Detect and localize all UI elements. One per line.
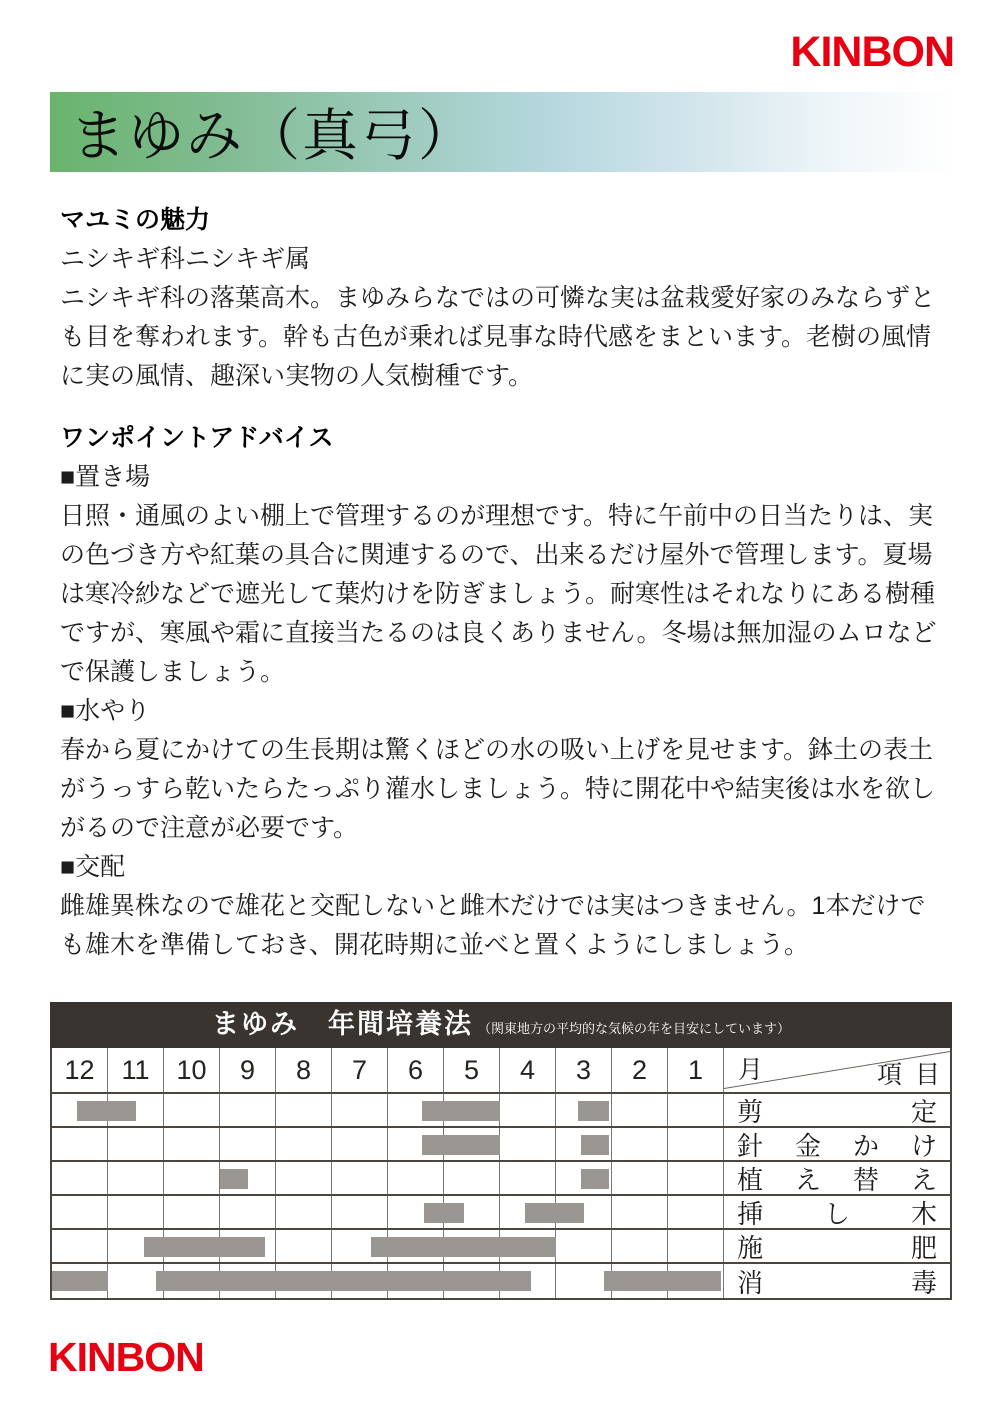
label-char: 剪 bbox=[737, 1096, 764, 1127]
activity-bar bbox=[578, 1101, 609, 1121]
taxonomy-line: ニシキギ科ニシキギ属 bbox=[60, 245, 311, 273]
corner-month-label: 月 bbox=[738, 1056, 764, 1084]
activity-bar bbox=[371, 1237, 556, 1257]
month-header-cell: 11 bbox=[108, 1048, 164, 1092]
month-header-cell: 5 bbox=[444, 1048, 500, 1092]
calendar-body bbox=[52, 1094, 950, 1298]
calendar-cell bbox=[164, 1196, 220, 1228]
label-char: け bbox=[910, 1130, 937, 1161]
label-char: 施 bbox=[737, 1232, 764, 1263]
label-char: 植 bbox=[737, 1164, 764, 1195]
activity-bar bbox=[77, 1101, 136, 1121]
article-body bbox=[60, 201, 948, 965]
activity-bar bbox=[424, 1203, 463, 1223]
label-char: 肥 bbox=[910, 1232, 937, 1263]
placement-paragraph: 日照・通風のよい棚上で管理するのが理想です。特に午前中の日当たりは、実の色づき方や紅葉の具合に関連するので、出来るだけ屋外で管理します。夏場は寒冷紗などで遮光して葉灼けを防ぎましょう。耐寒性はそれなりにある樹種ですが、寒風や霜に直接当たるのは良くありません。冬場は無加湿のムロなどで保護しましょう。 bbox=[60, 502, 937, 686]
calendar-title-note: （関東地方の平均的な気候の年を目安にしています） bbox=[477, 1021, 790, 1036]
label-char: 毒 bbox=[910, 1267, 937, 1298]
calendar-cell bbox=[668, 1162, 724, 1194]
month-header-cell: 2 bbox=[612, 1048, 668, 1092]
activity-bar bbox=[525, 1203, 584, 1223]
calendar-cell bbox=[556, 1230, 612, 1262]
watering-heading: ■水やり bbox=[60, 697, 151, 725]
activity-bar bbox=[422, 1135, 500, 1155]
activity-bar bbox=[604, 1271, 722, 1291]
month-header-cell: 3 bbox=[556, 1048, 612, 1092]
kinbon-logo-top: KINBON bbox=[790, 28, 954, 76]
calendar-cell bbox=[108, 1162, 164, 1194]
calendar-cell bbox=[612, 1094, 668, 1126]
label-char: え bbox=[910, 1164, 937, 1195]
title-banner bbox=[50, 92, 955, 172]
calendar-row-grid bbox=[52, 1128, 724, 1160]
section-gap bbox=[60, 396, 948, 419]
calendar-cell bbox=[220, 1196, 276, 1228]
calendar-row bbox=[52, 1094, 950, 1128]
placement-heading: ■置き場 bbox=[60, 463, 151, 491]
label-char: 金 bbox=[794, 1130, 821, 1161]
calendar-row-label bbox=[724, 1196, 950, 1228]
label-char: し bbox=[823, 1198, 850, 1229]
activity-bar bbox=[156, 1271, 531, 1291]
calendar-row-label bbox=[724, 1128, 950, 1160]
label-char: 針 bbox=[737, 1130, 764, 1161]
calendar-row bbox=[52, 1162, 950, 1196]
month-header-cell: 4 bbox=[500, 1048, 556, 1092]
calendar-cell bbox=[612, 1162, 668, 1194]
calendar-row bbox=[52, 1264, 950, 1298]
label-char: え bbox=[794, 1164, 821, 1195]
corner-item-label: 項目 bbox=[876, 1061, 953, 1089]
label-char: か bbox=[852, 1130, 879, 1161]
calendar-grid-frame bbox=[50, 1048, 952, 1300]
calendar-row-grid bbox=[52, 1264, 724, 1298]
kinbon-logo-bottom: KINBON bbox=[48, 1334, 204, 1380]
calendar-cell bbox=[612, 1128, 668, 1160]
label-char: 消 bbox=[737, 1267, 764, 1298]
calendar-cell bbox=[164, 1094, 220, 1126]
calendar-row-label bbox=[724, 1162, 950, 1194]
calendar-cell bbox=[332, 1162, 388, 1194]
pollination-heading: ■交配 bbox=[60, 853, 126, 881]
activity-bar bbox=[581, 1135, 609, 1155]
calendar-cell bbox=[276, 1196, 332, 1228]
calendar-cell bbox=[444, 1162, 500, 1194]
calendar-cell bbox=[276, 1094, 332, 1126]
calendar-cell bbox=[500, 1162, 556, 1194]
calendar-row bbox=[52, 1196, 950, 1230]
label-char: 定 bbox=[910, 1096, 937, 1127]
calendar-row-label bbox=[724, 1264, 950, 1298]
calendar-corner-cell bbox=[724, 1048, 953, 1092]
page-title: まゆみ（真弓） bbox=[70, 106, 476, 168]
activity-bar bbox=[581, 1169, 609, 1189]
calendar-header-row bbox=[52, 1048, 953, 1094]
calendar-cell bbox=[220, 1094, 276, 1126]
cultivation-calendar bbox=[50, 1002, 952, 1300]
calendar-cell bbox=[108, 1196, 164, 1228]
label-char: 木 bbox=[910, 1198, 937, 1229]
calendar-cell bbox=[668, 1196, 724, 1228]
calendar-cell bbox=[332, 1128, 388, 1160]
month-header-cell: 7 bbox=[332, 1048, 388, 1092]
calendar-cell bbox=[668, 1094, 724, 1126]
calendar-cell bbox=[612, 1230, 668, 1262]
calendar-cell bbox=[164, 1128, 220, 1160]
calendar-cell bbox=[388, 1162, 444, 1194]
calendar-cell bbox=[52, 1162, 108, 1194]
calendar-cell bbox=[276, 1162, 332, 1194]
calendar-cell bbox=[220, 1128, 276, 1160]
month-header-cell: 8 bbox=[276, 1048, 332, 1092]
activity-bar bbox=[422, 1101, 500, 1121]
activity-bar bbox=[144, 1237, 264, 1257]
calendar-cell bbox=[52, 1196, 108, 1228]
charm-heading: マユミの魅力 bbox=[60, 206, 211, 234]
calendar-title-bar bbox=[50, 1002, 952, 1048]
label-char: 替 bbox=[852, 1164, 879, 1195]
calendar-cell bbox=[276, 1128, 332, 1160]
calendar-row-grid bbox=[52, 1162, 724, 1194]
calendar-row bbox=[52, 1128, 950, 1162]
calendar-cell bbox=[52, 1128, 108, 1160]
month-header-cell: 6 bbox=[388, 1048, 444, 1092]
activity-bar bbox=[220, 1169, 248, 1189]
calendar-cell bbox=[500, 1128, 556, 1160]
calendar-row bbox=[52, 1230, 950, 1264]
calendar-cell bbox=[332, 1094, 388, 1126]
calendar-row-grid bbox=[52, 1196, 724, 1228]
calendar-title: まゆみ 年間培養法 bbox=[211, 1009, 473, 1039]
calendar-cell bbox=[164, 1162, 220, 1194]
month-header-cell: 1 bbox=[668, 1048, 724, 1092]
calendar-months bbox=[52, 1048, 724, 1092]
calendar-cell bbox=[52, 1230, 108, 1262]
month-header-cell: 12 bbox=[52, 1048, 108, 1092]
calendar-row-label bbox=[724, 1230, 950, 1262]
calendar-cell bbox=[668, 1230, 724, 1262]
month-header-cell: 10 bbox=[164, 1048, 220, 1092]
calendar-cell bbox=[108, 1128, 164, 1160]
calendar-cell bbox=[668, 1128, 724, 1160]
calendar-row-grid bbox=[52, 1230, 724, 1262]
calendar-cell bbox=[612, 1196, 668, 1228]
calendar-cell bbox=[332, 1196, 388, 1228]
charm-paragraph: ニシキギ科の落葉高木。まゆみらなではの可憐な実は盆栽愛好家のみならずとも目を奪われます。幹も古色が乗れば見事な時代感をまといます。老樹の風情に実の風情、趣深い実物の人気樹種です。 bbox=[60, 284, 936, 390]
label-char: 挿 bbox=[737, 1198, 764, 1229]
activity-bar bbox=[52, 1271, 108, 1291]
pollination-paragraph: 雌雄異株なので雄花と交配しないと雌木だけでは実はつきません。1本だけでも雄木を準備しておき、開花時期に並べと置くようにしましょう。 bbox=[60, 892, 926, 959]
calendar-cell bbox=[276, 1230, 332, 1262]
calendar-row-label bbox=[724, 1094, 950, 1126]
month-header-cell: 9 bbox=[220, 1048, 276, 1092]
advice-heading: ワンポイントアドバイス bbox=[60, 424, 334, 452]
calendar-cell bbox=[500, 1094, 556, 1126]
calendar-row-grid bbox=[52, 1094, 724, 1126]
watering-paragraph: 春から夏にかけての生長期は驚くほどの水の吸い上げを見せます。鉢土の表土がうっすら乾いたらたっぷり灌水しましょう。特に開花中や結実後は水を欲しがるので注意が必要です。 bbox=[60, 736, 936, 842]
